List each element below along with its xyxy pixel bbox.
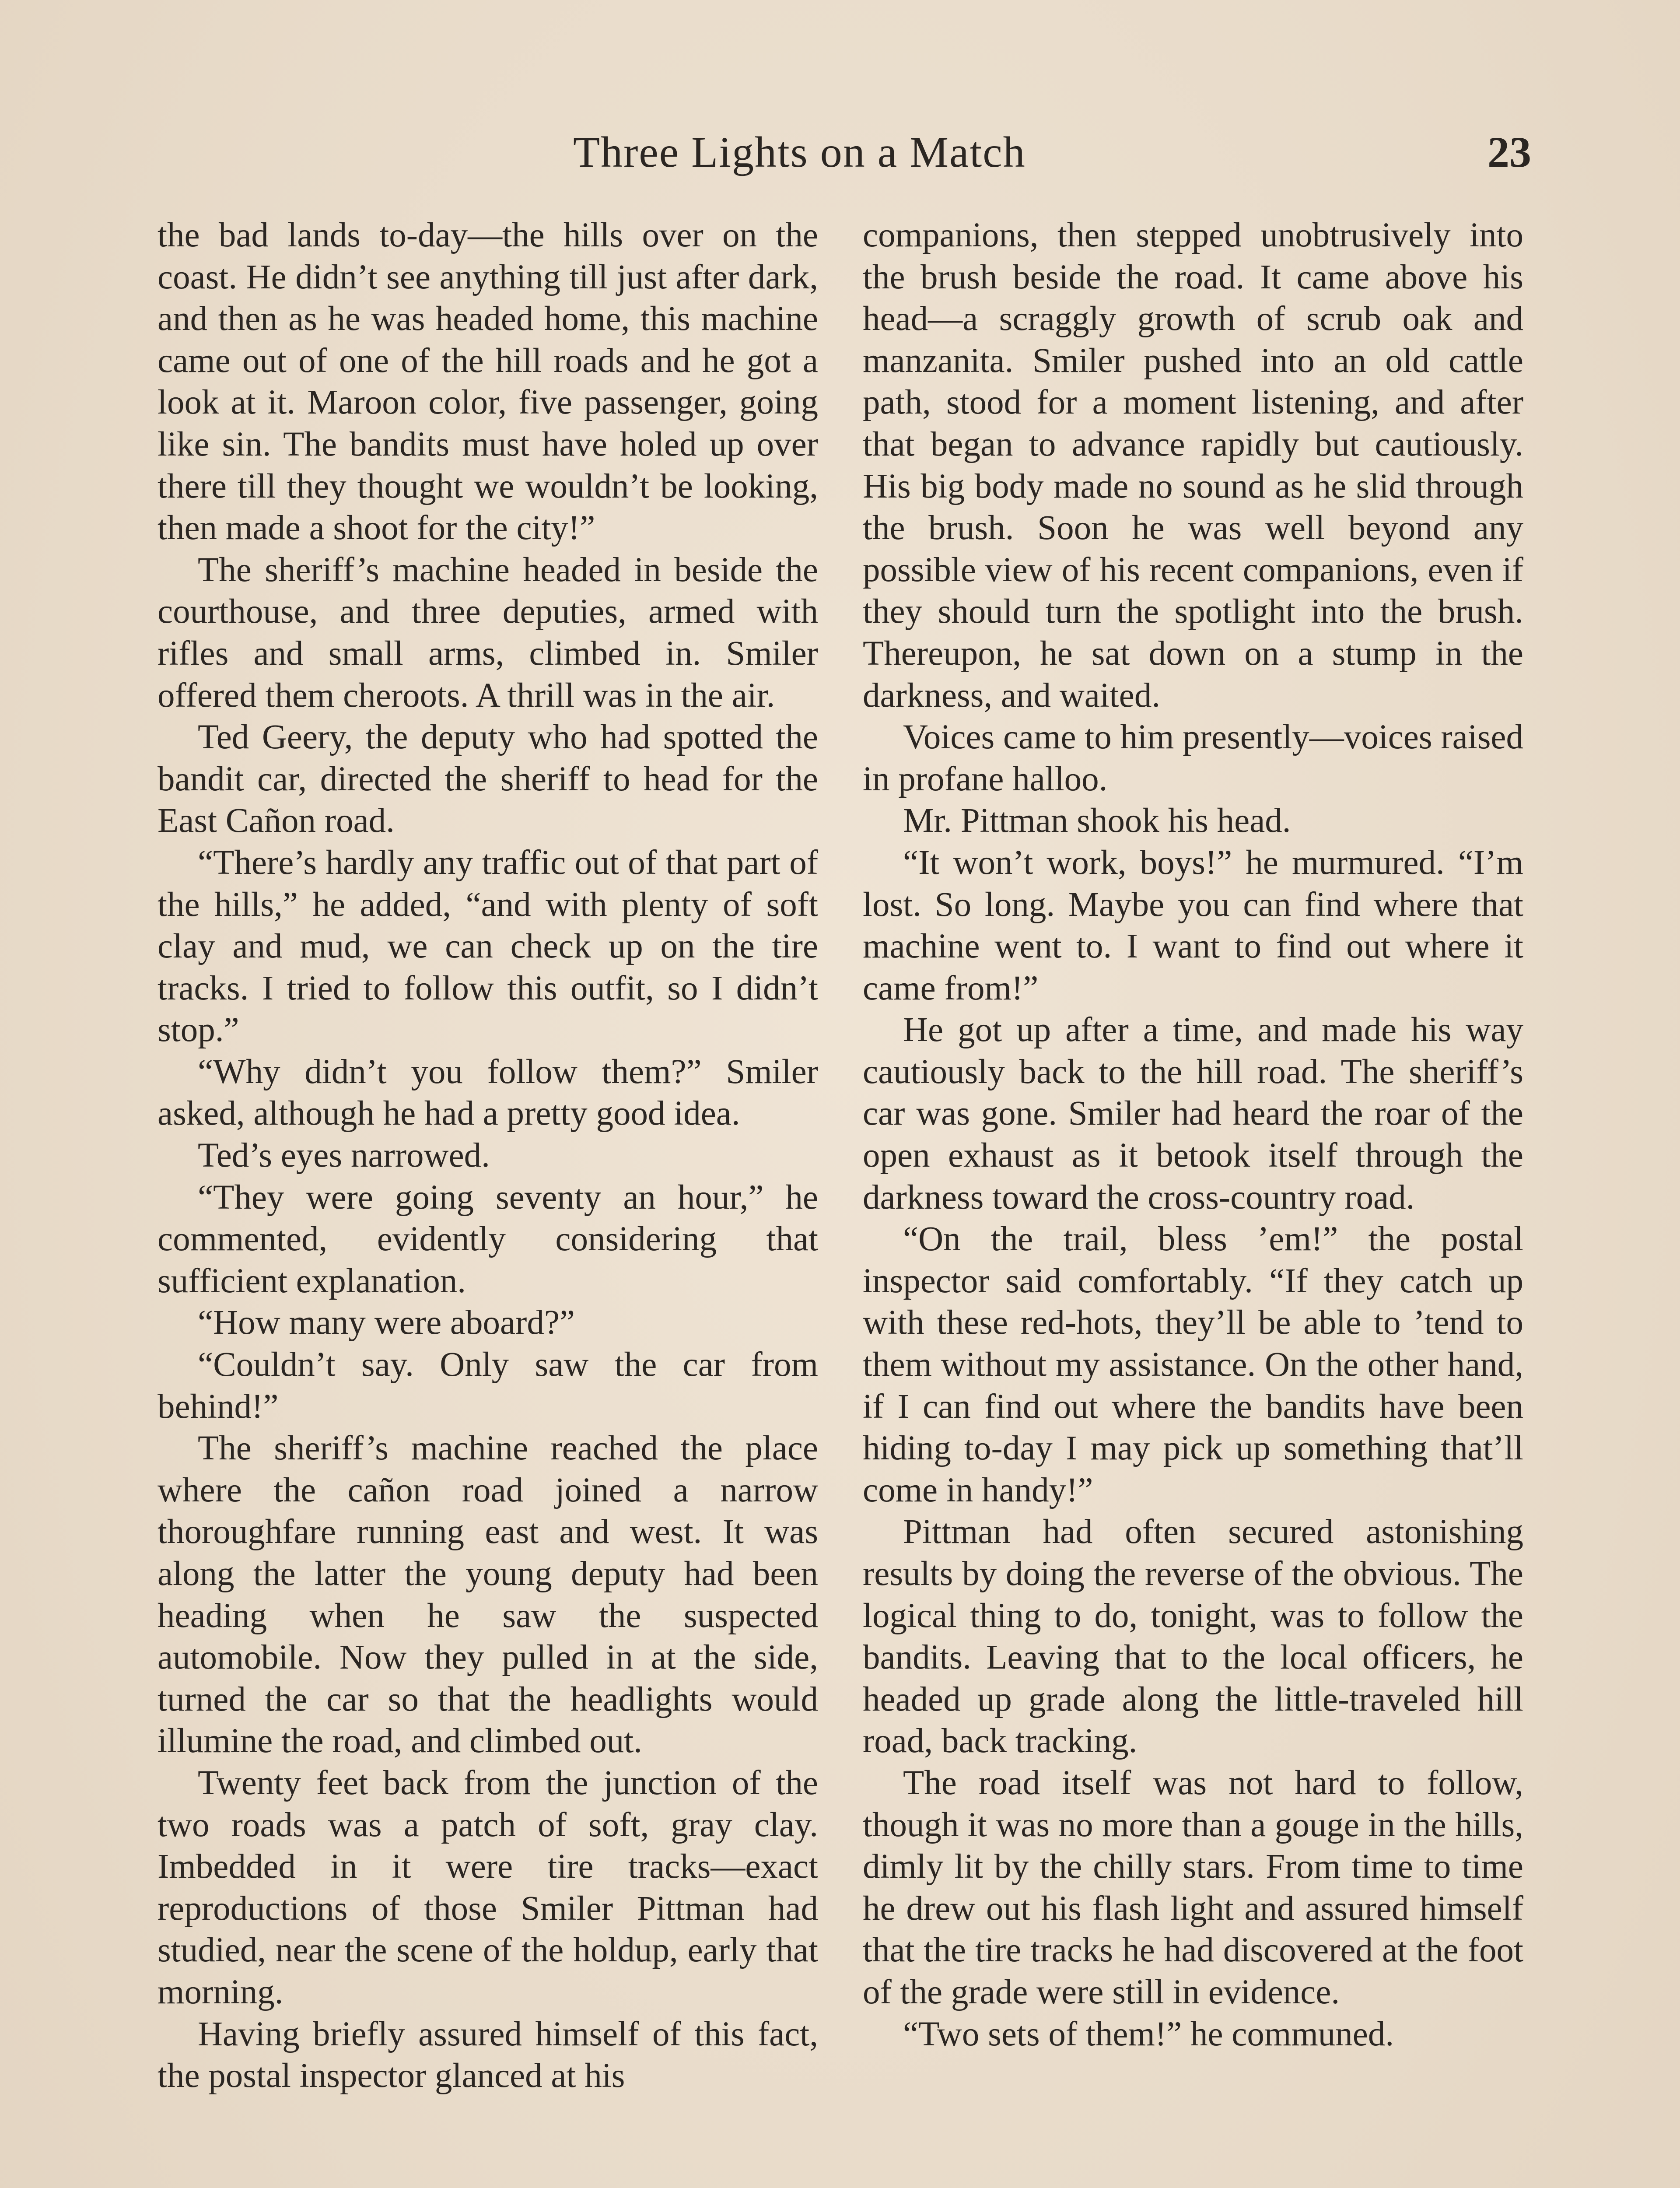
paragraph: The sheriff’s machine headed in beside the courthouse, and three deputies, armed with rifles and small arms, climbed in. Smiler offered them cheroots. A thrill was in the air. [158,551,818,715]
paragraph: Pittman had often secured astonishing results by doing the reverse of the obvious. The logical thing to do, tonight, was to follow the bandits. Leaving that to the local officers, he headed up grade along the little-traveled hill road, back tracking. [863,1513,1523,1760]
paragraph: Ted Geery, the deputy who had spotted the bandit car, directed the sheriff to head for the East Cañon road. [158,718,818,840]
paragraph: the bad lands to-day—the hills over on the coast. He didn’t see anything till just after dark, and then as he was headed home, this machine came out of one of the hill roads and he got a look at it. Maroon color, five passenger, going like sin. The bandits must have holed up over there till they thought we wouldn’t be looking, then made a shoot for the city!” [158,216,818,547]
paragraph: “How many were aboard?” [198,1304,575,1342]
paragraph: “On the trail, bless ’em!” the postal inspector said comfortably. “If they catch up with these red-hots, they’ll be able to ’tend to them without my assistance. On the other hand, if I can find out where the bandits have been hiding to-day I may pick up something that’ll come in handy!” [863,1220,1523,1509]
paragraph: companions, then stepped unobtrusively into the brush beside the road. It came above his head—a scraggly growth of scrub oak and manzanita. Smiler pushed into an old cattle path, stood for a moment listening, and after that began to advance rapidly but cautiously. His big body made no sound as he slid through the brush. Soon he was well beyond any possible view of his recent companions, even if they should turn the spotlight into the brush. Thereupon, he sat down on a stump in the darkness, and waited. [863,216,1523,715]
paragraph: The road itself was not hard to follow, though it was no more than a gouge in the hills, dimly lit by the chilly stars. From time to time he drew out his flash light and assured himself that the tire tracks he had discovered at the foot of the grade were still in evidence. [863,1764,1523,2011]
right-column [863,214,1523,2055]
page-number: 23 [1488,128,1531,176]
paragraph: He got up after a time, and made his way cautiously back to the hill road. The sheriff’s car was gone. Smiler had heard the roar of the open exhaust as it betook itself through the darkness toward the cross-country road. [863,1011,1523,1217]
paragraph: Twenty feet back from the junction of the two roads was a patch of soft, gray clay. Imbedded in it were tire tracks—exact reproductions of those Smiler Pittman had studied, near the scene of the holdup, early that morning. [158,1764,818,2011]
left-column [158,214,818,2097]
paragraph: Mr. Pittman shook his head. [903,802,1291,840]
paragraph: Voices came to him presently—voices raised in profane halloo. [863,718,1523,798]
paragraph: “There’s hardly any traffic out of that part of the hills,” he added, “and with plenty of soft clay and mud, we can check up on the tire tracks. I tried to follow this outfit, so I didn’t stop.” [158,843,818,1049]
paragraph: “Couldn’t say. Only saw the car from behind!” [158,1346,818,1426]
running-header [158,127,1531,193]
paragraph: “Why didn’t you follow them?” Smiler asked, although he had a pretty good idea. [158,1052,818,1133]
paragraph: “It won’t work, boys!” he murmured. “I’m lost. So long. Maybe you can find where that machine went to. I want to find out where it came from!” [863,843,1523,1007]
paragraph: Having briefly assured himself of this fact, the postal inspector glanced at his [158,2015,818,2095]
paragraph: “Two sets of them!” he communed. [903,2015,1394,2053]
paragraph: “They were going seventy an hour,” he commented, evidently considering that sufficient explanation. [158,1178,818,1300]
paragraph: The sheriff’s machine reached the place where the cañon road joined a narrow thoroughfare running east and west. It was along the latter the young deputy had been heading when he saw the suspected automobile. Now they pulled in at the side, turned the car so that the headlights would illumine the road, and climbed out. [158,1429,818,1760]
paragraph: Ted’s eyes narrowed. [198,1136,490,1175]
running-title: Three Lights on a Match [573,128,1026,176]
